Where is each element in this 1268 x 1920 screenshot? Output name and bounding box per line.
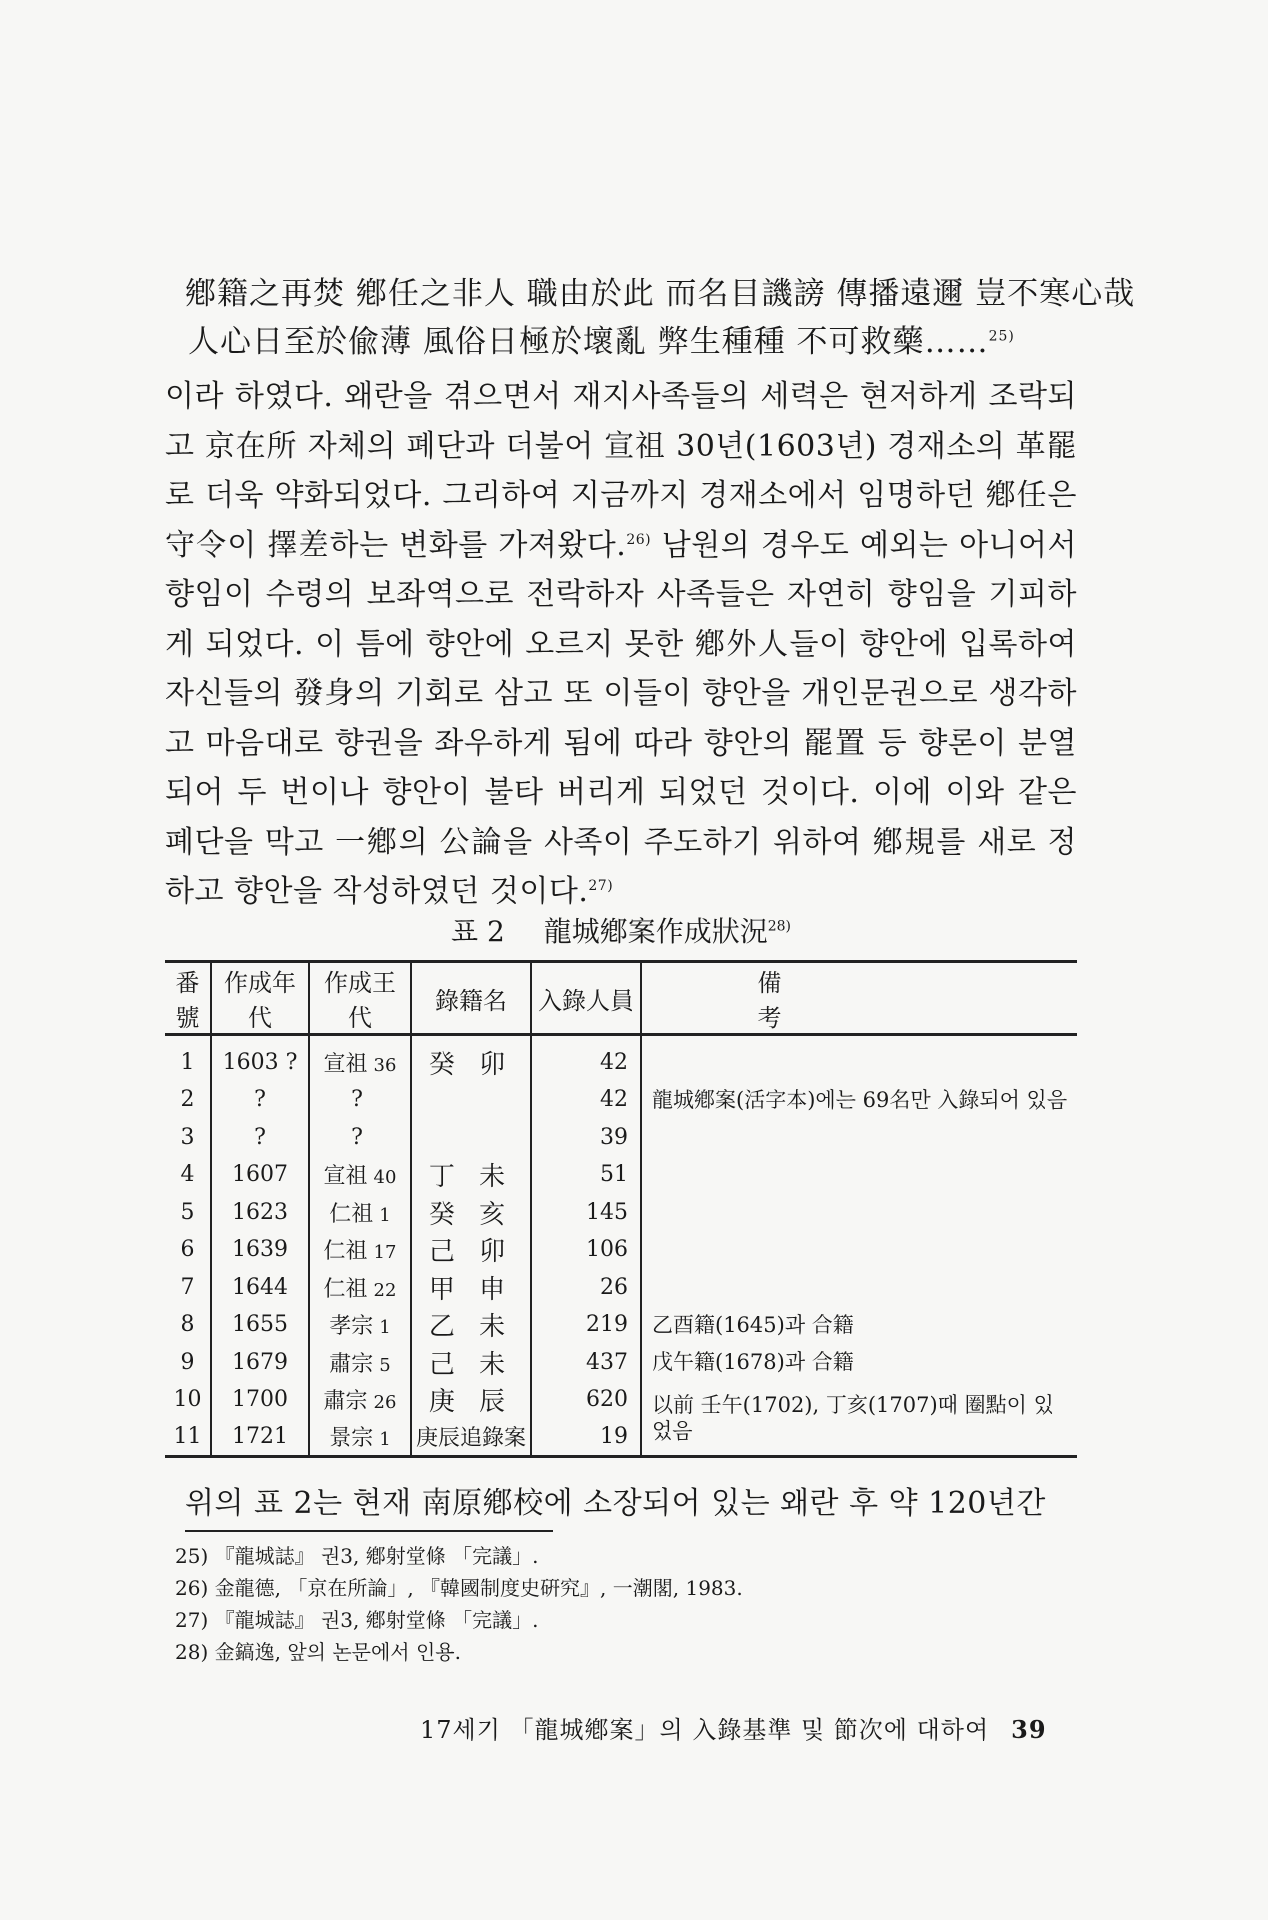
- king-name: ?: [351, 1124, 363, 1150]
- cell-year: ?: [211, 1119, 309, 1157]
- footnote-27: 27) 『龍城誌』 권3, 鄕射堂條 「完議」.: [175, 1608, 539, 1632]
- cell-roll: 癸 卯: [411, 1035, 531, 1082]
- footnote-ref-28: 28): [767, 918, 791, 935]
- footnote-28: 28) 金鎬逸, 앞의 논문에서 인용.: [175, 1640, 461, 1664]
- cell-remark-row-9: 戊午籍(1678)과 合籍: [641, 1344, 1077, 1382]
- cell-roll: 己 未: [411, 1344, 531, 1382]
- body-paragraph: [165, 372, 1077, 917]
- table-caption: [165, 910, 1077, 950]
- cell-count: 42: [531, 1035, 641, 1082]
- cell-count: 106: [531, 1231, 641, 1269]
- table-row: [165, 1381, 1077, 1419]
- cell-roll: 癸 亥: [411, 1194, 531, 1232]
- cell-king: [309, 1156, 411, 1194]
- cell-remark-rows-10-11: [641, 1381, 1077, 1456]
- cell-count: 19: [531, 1419, 641, 1457]
- cell-roll: 己 卯: [411, 1231, 531, 1269]
- table-row: [165, 1194, 1077, 1232]
- cell-year: 1644: [211, 1269, 309, 1307]
- quote-line-2: [185, 318, 1085, 366]
- cell-roll: 甲 申: [411, 1269, 531, 1307]
- page-number: 39: [1011, 1715, 1047, 1744]
- remark-text: 以前 壬午(1702), 丁亥(1707)때 圈點이 있었음: [652, 1392, 1054, 1443]
- cell-remark-empty: [641, 1231, 1077, 1269]
- footer-title: 17세기 「龍城鄕案」의 入錄基準 및 節次에 대하여: [420, 1716, 990, 1744]
- table-row: [165, 1306, 1077, 1344]
- cell-count: 26: [531, 1269, 641, 1307]
- cell-roll: 丁 未: [411, 1156, 531, 1194]
- header-remarks: 備 考: [641, 962, 1077, 1035]
- cell-count: 145: [531, 1194, 641, 1232]
- cell-no: 7: [180, 1274, 195, 1300]
- table-container: [165, 960, 1077, 1458]
- king-name: 仁祖: [323, 1276, 368, 1302]
- cell-count: 51: [531, 1156, 641, 1194]
- cell-no: 1: [180, 1050, 195, 1075]
- cell-king: [309, 1381, 411, 1419]
- header-roll-name: 錄籍名: [411, 962, 531, 1035]
- cell-roll: 庚 辰: [411, 1381, 531, 1419]
- footnotes: [175, 1540, 1075, 1668]
- cell-remark-rows-1-3: [641, 1035, 1077, 1157]
- cell-remark-empty: [641, 1269, 1077, 1307]
- cell-king: [309, 1419, 411, 1457]
- cell-no: 5: [180, 1199, 195, 1225]
- king-year: 40: [373, 1167, 397, 1189]
- king-year: 36: [373, 1055, 397, 1076]
- footnote-ref-27: 27): [588, 878, 614, 894]
- cell-king: [309, 1269, 411, 1307]
- cell-roll: [411, 1081, 531, 1119]
- king-year: 1: [379, 1429, 391, 1450]
- table-row: [165, 1156, 1077, 1194]
- classical-quotation: [185, 270, 1136, 366]
- footnote-ref-26: 26): [626, 531, 652, 548]
- cell-roll: [411, 1119, 531, 1157]
- cell-no: 4: [180, 1162, 195, 1188]
- king-year: 1: [379, 1204, 391, 1226]
- king-name: 肅宗: [323, 1389, 368, 1415]
- king-year: 26: [373, 1392, 397, 1414]
- king-name: 景宗: [329, 1426, 374, 1451]
- king-name: 宣祖: [323, 1052, 368, 1077]
- header-year: 作成年代: [211, 962, 309, 1035]
- king-year: 17: [373, 1242, 397, 1264]
- table-header-row: [165, 962, 1077, 1035]
- footnote-divider: [185, 1530, 553, 1532]
- table-row: [165, 1344, 1077, 1382]
- cell-count: 620: [531, 1381, 641, 1419]
- cell-year: 1700: [211, 1381, 309, 1419]
- king-name: 肅宗: [329, 1351, 374, 1377]
- cell-no: 9: [180, 1349, 195, 1375]
- footnote-25: 25) 『龍城誌』 권3, 鄕射堂條 「完議」.: [175, 1544, 539, 1568]
- cell-no: 3: [180, 1124, 195, 1150]
- cell-year: 1721: [211, 1419, 309, 1457]
- cell-king: [309, 1231, 411, 1269]
- table-row: [165, 1231, 1077, 1269]
- cell-king: [309, 1344, 411, 1382]
- cell-king: [309, 1081, 411, 1119]
- cell-king: [309, 1306, 411, 1344]
- cell-year: 1607: [211, 1156, 309, 1194]
- cell-no: 11: [173, 1424, 202, 1449]
- cell-roll: 乙 未: [411, 1306, 531, 1344]
- summary-sentence: 위의 표 2는 현재 南原鄕校에 소장되어 있는 왜란 후 약 120년간: [185, 1486, 1046, 1521]
- cell-no: 6: [180, 1237, 195, 1263]
- cell-no: 2: [180, 1087, 195, 1113]
- cell-year: 1655: [211, 1306, 309, 1344]
- cell-count: 42: [531, 1081, 641, 1119]
- remark-text: 龍城鄕案(活字本)에는 69名만 入錄되어 있음: [652, 1088, 1068, 1112]
- cell-remark-row-8: 乙酉籍(1645)과 合籍: [641, 1306, 1077, 1344]
- footnote-26: 26) 金龍德, 「京在所論」, 『韓國制度史硏究』, 一潮閣, 1983.: [175, 1576, 743, 1600]
- cell-year: 1679: [211, 1344, 309, 1382]
- cell-year: 1623: [211, 1194, 309, 1232]
- table-row: [165, 1269, 1077, 1307]
- cell-no: 8: [180, 1312, 195, 1338]
- body-text-part-1: 이라 하였다. 왜란을 겪으면서 재지사족들의 세력은 현저하게 조락되고 京在所 자체의 폐단과 더불어 宣祖 30년(1603년) 경재소의 革罷로 더욱 약화되었다. 그리하여 지금까지 경재소에서 임명하던 鄕任은 守令이 擇差하는 변화를 가져왔다.: [165, 379, 1077, 563]
- quote-ellipsis: ……: [924, 324, 989, 360]
- cell-roll: 庚辰追錄案: [411, 1419, 531, 1457]
- king-name: 孝宗: [329, 1314, 374, 1340]
- cell-remark-empty: [641, 1194, 1077, 1232]
- quote-line-2-text: 人心日至於偸薄 風俗日極於壞亂 弊生種種 不可救藥: [188, 324, 925, 360]
- king-year: 5: [379, 1354, 391, 1376]
- king-name: ?: [351, 1087, 363, 1113]
- cell-no: 10: [173, 1387, 202, 1413]
- cell-remark-empty: [641, 1156, 1077, 1194]
- quote-line-1: 鄕籍之再焚 鄕任之非人 職由於此 而名目譏謗 傳播遠邇 豈不寒心哉: [185, 276, 1136, 312]
- king-year: 1: [379, 1317, 391, 1339]
- header-count: 入錄人員: [531, 962, 641, 1035]
- cell-count: 39: [531, 1119, 641, 1157]
- king-name: 宣祖: [323, 1164, 368, 1190]
- header-king: 作成王代: [309, 962, 411, 1035]
- cell-year: 1639: [211, 1231, 309, 1269]
- hyangan-table: [165, 960, 1077, 1458]
- footnote-ref-25: 25): [988, 328, 1015, 345]
- cell-year: 1603 ?: [211, 1035, 309, 1082]
- running-footer: [420, 1710, 1060, 1745]
- table-row: [165, 1035, 1077, 1082]
- cell-king: [309, 1194, 411, 1232]
- king-name: 仁祖: [329, 1201, 374, 1227]
- cell-year: ?: [211, 1081, 309, 1119]
- header-number: 番號: [175, 969, 200, 1032]
- king-name: 仁祖: [323, 1239, 368, 1265]
- cell-count: 219: [531, 1306, 641, 1344]
- cell-king: [309, 1035, 411, 1082]
- table-label: 표 2: [451, 915, 505, 948]
- body-text-part-2: 남원의 경우도 예외는 아니어서 향임이 수령의 보좌역으로 전락하자 사족들은 자연히 향임을 기피하게 되었다. 이 틈에 향안에 오르지 못한 鄕外人들이 향안에 입록하여 자신들의 發身의 기회로 삼고 또 이들이 향안을 개인문권으로 생각하고 마음대로 향권을 좌우하게 됨에 따라 향안의 罷置 등 향론이 분열되어 두 번이나 향안이 불타 버리게 되었던 것이다. 이에 이와 같은 폐단을 막고 一鄕의 公論을 사족이 주도하기 위하여 鄕規를 새로 정하고 향안을 작성하였던 것이다.: [165, 527, 1077, 909]
- king-year: 22: [373, 1279, 397, 1301]
- table-title-text: 龍城鄕案作成狀況: [543, 915, 768, 948]
- cell-count: 437: [531, 1344, 641, 1382]
- cell-king: [309, 1119, 411, 1157]
